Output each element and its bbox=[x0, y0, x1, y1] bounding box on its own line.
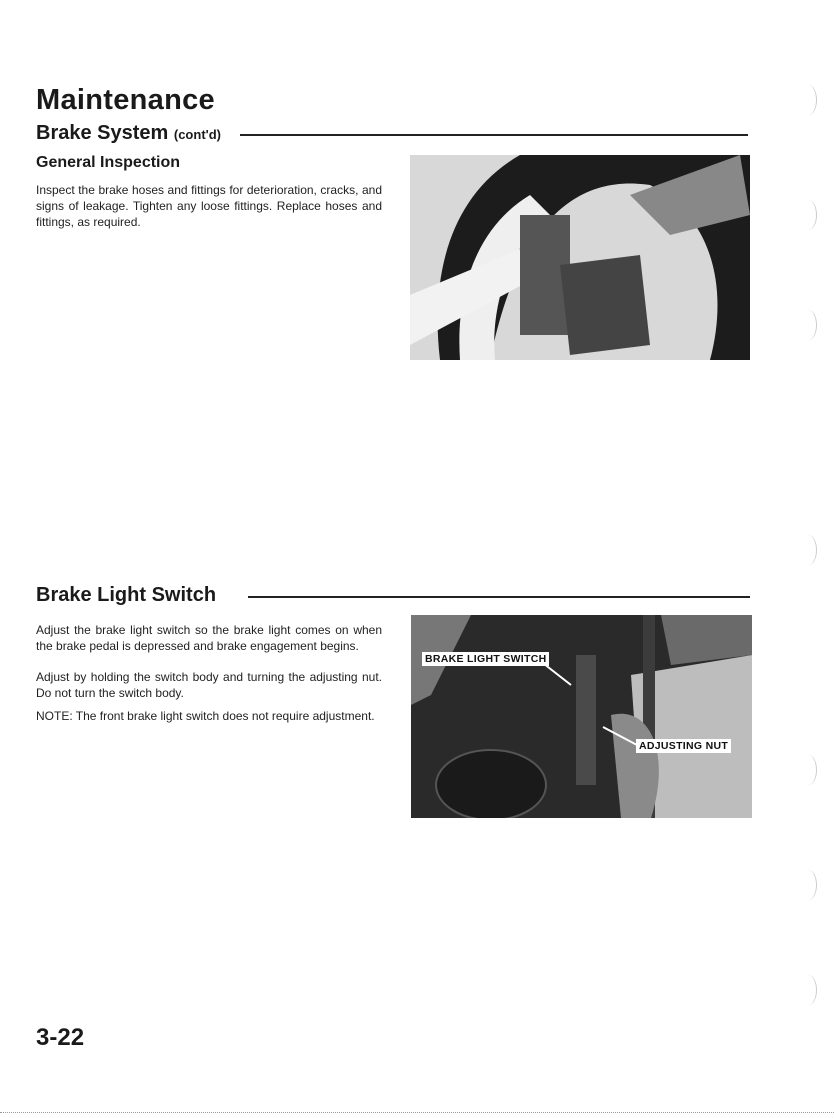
binder-hole-mark bbox=[800, 755, 817, 785]
general-inspection-text: Inspect the brake hoses and fittings for deterioration, cracks, and signs of leakage. Tighten any loose fittings. Replace hoses and fittings, as required. bbox=[36, 183, 382, 229]
brake-light-switch-label: BRAKE LIGHT SWITCH bbox=[422, 652, 549, 666]
page-number: 3-22 bbox=[36, 1024, 85, 1051]
binder-hole-mark bbox=[800, 310, 817, 340]
brake-light-switch-text-1: Adjust the brake light switch so the brake light comes on when the brake pedal is depressed and brake engagement begins. bbox=[36, 623, 382, 653]
section-heading bbox=[36, 122, 221, 145]
brake-light-switch-rule bbox=[248, 596, 750, 598]
binder-hole-mark bbox=[800, 85, 817, 115]
section-rule bbox=[240, 134, 748, 136]
binder-hole-mark bbox=[800, 975, 817, 1005]
brake-light-switch-note: NOTE: The front brake light switch does not require adjustment. bbox=[36, 709, 375, 723]
section-title: Brake System bbox=[36, 122, 169, 144]
brake-light-switch-photo bbox=[411, 615, 752, 818]
brake-hose-photo bbox=[410, 155, 750, 360]
binder-hole-mark bbox=[800, 200, 817, 230]
section-suffix: (cont'd) bbox=[173, 127, 222, 142]
binder-hole-mark bbox=[800, 870, 817, 900]
bottom-edge-line bbox=[0, 1112, 834, 1114]
adjusting-nut-label: ADJUSTING NUT bbox=[636, 739, 731, 753]
page-title: Maintenance bbox=[36, 84, 215, 116]
brake-light-switch-heading: Brake Light Switch bbox=[36, 584, 217, 606]
brake-light-switch-text-2: Adjust by holding the switch body and turning the adjusting nut. Do not turn the switch body. bbox=[36, 670, 382, 700]
binder-hole-mark bbox=[800, 535, 817, 565]
general-inspection-heading: General Inspection bbox=[36, 154, 181, 171]
